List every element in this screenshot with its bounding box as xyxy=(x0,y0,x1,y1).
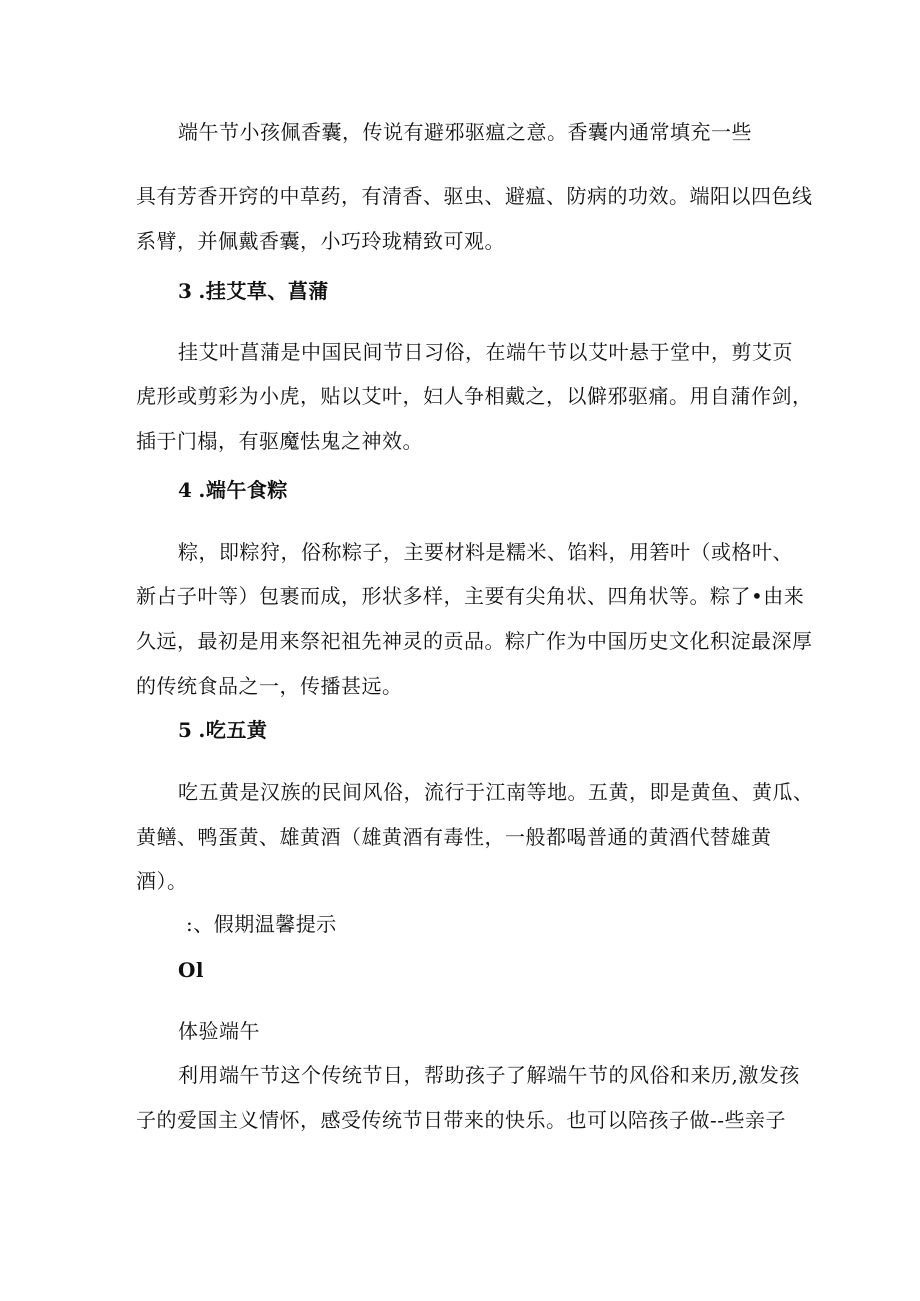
section-title: :、假期温馨提示 xyxy=(186,912,337,936)
paragraph-line: 具有芳香开窍的中草药，有清香、驱虫、避瘟、防病的功效。端阳以四色线 xyxy=(136,184,813,208)
paragraph-line: 插于门榻，有驱魔怯鬼之神效。 xyxy=(136,429,423,453)
paragraph-line: 子的爱国主义情怀，感受传统节日带来的快乐。也可以陪孩子做--些亲子 xyxy=(136,1108,787,1132)
paragraph-line: 新占子叶等）包裹而成，形状多样，主要有尖角状、四角状等。粽了•由来 xyxy=(136,584,805,608)
heading-text: .吃五黄 xyxy=(198,718,268,742)
heading-text: .端午食粽 xyxy=(198,478,288,502)
heading-number: 3 xyxy=(178,279,193,303)
paragraph-line: 粽，即粽狩，俗称粽子，主要材料是糯米、馅料，用箬叶（或格叶、 xyxy=(178,540,793,564)
heading-text: .挂艾草、菖蒲 xyxy=(198,279,329,303)
paragraph-line: 黄鳝、鸭蛋黄、雄黄酒（雄黄酒有毒性，一般都喝普通的黄酒代替雄黄 xyxy=(136,825,772,849)
paragraph-line: 系臂，并佩戴香囊，小巧玲珑精致可观。 xyxy=(136,229,505,253)
paragraph-line: 挂艾叶菖蒲是中国民间节日习俗，在端午节以艾叶悬于堂中，剪艾页 xyxy=(178,340,793,364)
paragraph-line: 利用端午节这个传统节日，帮助孩子了解端午节的风俗和来历,激发孩 xyxy=(178,1063,800,1087)
subheading: 体验端午 xyxy=(178,1019,260,1043)
section-heading-5 xyxy=(178,716,267,744)
ol-marker: Ol xyxy=(178,958,205,982)
paragraph-line: 的传统食品之一，传播甚远。 xyxy=(136,674,403,698)
paragraph-line: 酒）。 xyxy=(136,869,188,893)
paragraph-line: 虎形或剪彩为小虎，贴以艾叶，妇人争相戴之，以僻邪驱痛。用自蒲作剑， xyxy=(136,384,813,408)
paragraph-line: 吃五黄是汉族的民间风俗，流行于江南等地。五黄，即是黄鱼、黄瓜、 xyxy=(178,780,814,804)
heading-number: 5 xyxy=(178,718,193,742)
section-heading-3 xyxy=(178,277,329,305)
paragraph-line: 久远，最初是用来祭祀祖先神灵的贡品。粽广作为中国历史文化积淀最深厚 xyxy=(136,629,813,653)
heading-number: 4 xyxy=(178,478,193,502)
paragraph-line: 端午节小孩佩香囊，传说有避邪驱瘟之意。香囊内通常填充一些 xyxy=(178,120,752,144)
section-heading-4 xyxy=(178,476,288,504)
